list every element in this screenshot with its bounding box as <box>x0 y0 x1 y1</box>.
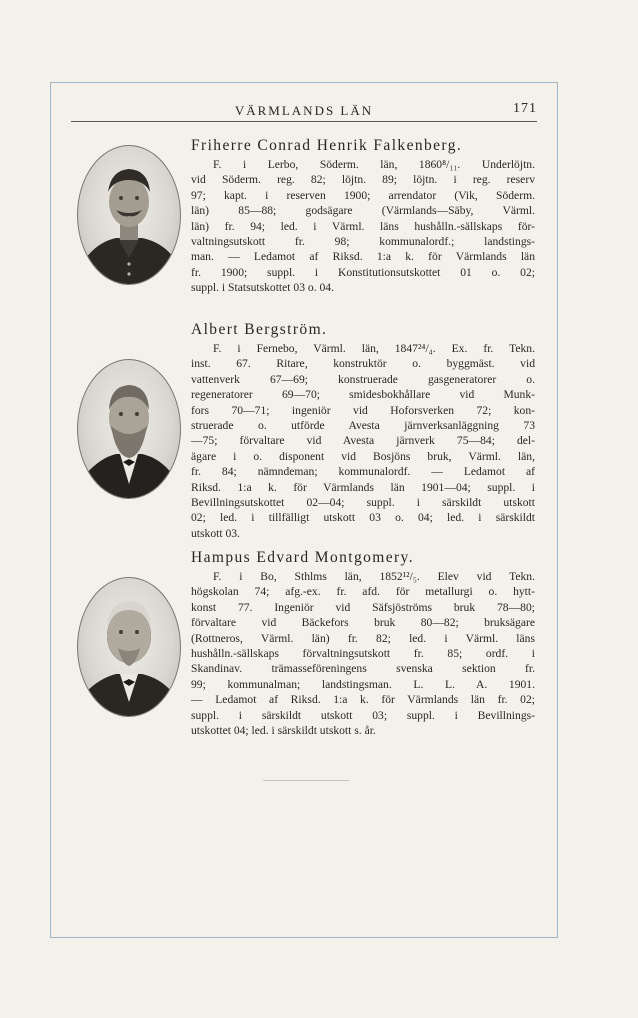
person-name: Hampus Edvard Montgomery. <box>191 549 414 566</box>
biography-text <box>191 569 535 738</box>
bio-line: suppl. i särskildt utskott 03; suppl. i Bevillnings- <box>191 708 535 722</box>
bio-line: suppl. i Statsutskottet 03 o. 04. <box>191 281 334 295</box>
portrait-uniform-officer <box>78 146 180 284</box>
bio-line: utskottet 04; led. i särskildt utskott s. år. <box>191 724 376 738</box>
bio-line: 02; led. i tillfälligt utskott 03 o. 04; led. i särskildt <box>191 511 535 525</box>
running-title: VÄRMLANDS LÄN <box>234 103 374 118</box>
portrait-photo <box>77 577 181 717</box>
bio-line: län) 85—88; godsägare (Värmlands—Säby, Värml. <box>191 204 535 218</box>
header-rule <box>71 121 537 122</box>
person-name: Albert Bergström. <box>191 321 328 338</box>
bio-line: —75; förvaltare vid Avesta järnverk 75—84; del- <box>191 434 535 448</box>
page-number: 171 <box>513 101 537 116</box>
bio-line: utskott 03. <box>191 526 240 540</box>
bio-line: högskolan 74; afg.-ex. fr. afd. för metallurgi o. hytt- <box>191 585 535 599</box>
bio-line: fr. 1900; suppl. i Konstitutionsutskottet 01 o. 02; <box>191 265 535 279</box>
bio-line: inst. 67. Ritare, konstruktör o. byggmäst. vid <box>191 357 535 371</box>
biography-text <box>191 341 535 541</box>
bio-line: — Ledamot af Riksd. 1:a k. för Värmlands län fr. 02; <box>191 693 535 707</box>
bio-line: struerade o. utförde Avesta järnverksanläggning 73 <box>191 419 535 433</box>
portrait-photo <box>77 359 181 499</box>
bio-line: förvaltare vid Bäckefors bruk 80—82; bruksägare <box>191 616 535 630</box>
person-name: Friherre Conrad Henrik Falkenberg. <box>191 137 463 154</box>
bio-line: (Rottneros, Värml. län) fr. 82; led. i Värml. läns <box>191 631 535 645</box>
bio-line: vid Söderm. reg. 82; löjtn. 89; löjtn. i reg. reserv <box>191 173 535 187</box>
bio-line: konst 77. Ingeniör vid Säfsjöströms bruk 78—80; <box>191 600 535 614</box>
bio-line: 99; kommunalman; landstingsman. L. L. A. 1901. <box>191 677 535 691</box>
bio-line: F. i Bo, Sthlms län, 1852¹²/₅. Elev vid Tekn. <box>213 570 535 583</box>
page-frame <box>50 82 558 938</box>
bio-line: län) fr. 94; led. i Värml. läns hushålln.-sällskaps för- <box>191 219 535 233</box>
bio-line: Riksd. 1:a k. för Värmlands län 1901—04; suppl. i <box>191 480 535 494</box>
portrait-bearded-man <box>78 360 180 498</box>
bio-line: 97; kapt. i reserven 1900; arrendator (Vik, Söderm. <box>191 188 535 202</box>
bio-line: regeneratorer 69—70; smidesbokhållare vid Munk- <box>191 388 535 402</box>
biography-text <box>191 157 535 296</box>
end-rule <box>263 780 349 781</box>
portrait-photo <box>77 145 181 285</box>
bio-line: fors 70—71; ingeniör vid Hoforsverken 72; kon- <box>191 403 535 417</box>
running-header <box>51 99 557 121</box>
bio-line: man. — Ledamot af Riksd. 1:a k. för Värmlands län <box>191 250 535 264</box>
bio-line: vattenverk 67—69; konstruerade gasgeneratorer o. <box>191 372 535 386</box>
portrait-moustached-man <box>78 578 180 716</box>
bio-line: F. i Fernebo, Värml. län, 1847²⁴/₄. Ex. fr. Tekn. <box>213 342 535 355</box>
bio-line: hushålln.-sällskaps förvaltningsutskott fr. 85; ordf. i <box>191 647 535 661</box>
bio-line: Skandinav. trämasseföreningens svenska sektion fr. <box>191 662 535 676</box>
bio-line: F. i Lerbo, Söderm. län, 1860⁸/₁₁. Underlöjtn. <box>213 158 535 171</box>
bio-line: ägare i o. disponent vid Bosjöns bruk, Värml. län, <box>191 449 535 463</box>
bio-line: Bevillningsutskottet 02—04; suppl. i särskildt utskott <box>191 496 535 510</box>
bio-line: valtningsutskott fr. 98; kommunalordf.; landstings- <box>191 235 535 249</box>
bio-line: fr. 84; nämndeman; kommunalordf. — Ledamot af <box>191 465 535 479</box>
